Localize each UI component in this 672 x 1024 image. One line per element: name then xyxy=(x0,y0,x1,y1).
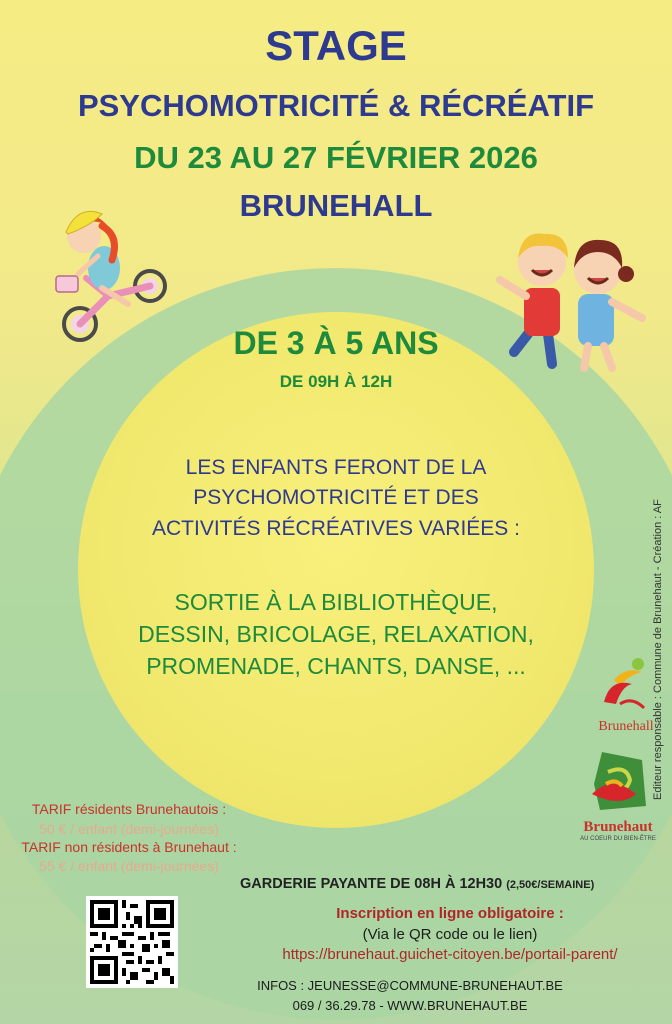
poster-title: STAGE xyxy=(265,22,407,69)
tarif-residents-amount: 50 € / enfant (demi-journées) xyxy=(39,821,219,837)
garderie-price: (2,50€/SEMAINE) xyxy=(506,879,595,891)
description-line: ACTIVITÉS RÉCRÉATIVES VARIÉES : xyxy=(152,517,520,540)
age-range: DE 3 À 5 ANS xyxy=(233,325,439,361)
garderie-info xyxy=(240,876,594,892)
side-credit: Editeur responsable : Commune de Brunehaut - Création : AF xyxy=(652,499,664,800)
description-line: PSYCHOMOTRICITÉ ET DES xyxy=(193,486,479,509)
poster-place: BRUNEHALL xyxy=(239,188,433,223)
child-on-bike-icon xyxy=(28,196,168,346)
qr-code-icon[interactable] xyxy=(86,896,178,988)
inscription-title: Inscription en ligne obligatoire : xyxy=(336,905,564,922)
activity-line: PROMENADE, CHANTS, DANSE, ... xyxy=(146,653,526,679)
tarif-non-residents-amount: 55 € / enfant (demi-journées) xyxy=(39,858,219,874)
description-line: LES ENFANTS FERONT DE LA xyxy=(185,456,487,479)
time-range: DE 09H À 12H xyxy=(279,372,393,391)
garderie-text: GARDERIE PAYANTE DE 08H À 12H30 xyxy=(240,876,503,892)
poster-subtitle: PSYCHOMOTRICITÉ & RÉCRÉATIF xyxy=(77,88,595,123)
activity-line: SORTIE À LA BIBLIOTHÈQUE, xyxy=(174,589,498,615)
infos-phone-web[interactable]: 069 / 36.29.78 - WWW.BRUNEHAUT.BE xyxy=(292,998,528,1013)
infos-email[interactable]: INFOS : JEUNESSE@COMMUNE-BRUNEHAUT.BE xyxy=(257,978,563,993)
brunehaut-logo-icon xyxy=(570,750,666,846)
brunehaut-tagline: AU COEUR DU BIEN-ÊTRE xyxy=(580,836,656,842)
brunehall-logo-icon xyxy=(586,656,666,736)
inscription-hint: (Via le QR code ou le lien) xyxy=(362,926,538,943)
brunehall-logo-label: Brunehall xyxy=(598,719,654,734)
tarif-non-residents-label: TARIF non résidents à Brunehaut : xyxy=(21,839,237,855)
brunehaut-logo-label: Brunehaut xyxy=(583,819,653,835)
tarif-residents-label: TARIF résidents Brunehautois : xyxy=(31,801,227,817)
poster-dates: DU 23 AU 27 FÉVRIER 2026 xyxy=(134,140,538,175)
activity-line: DESSIN, BRICOLAGE, RELAXATION, xyxy=(138,621,534,647)
inscription-link[interactable]: https://brunehaut.guichet-citoyen.be/portail-parent/ xyxy=(282,946,618,963)
